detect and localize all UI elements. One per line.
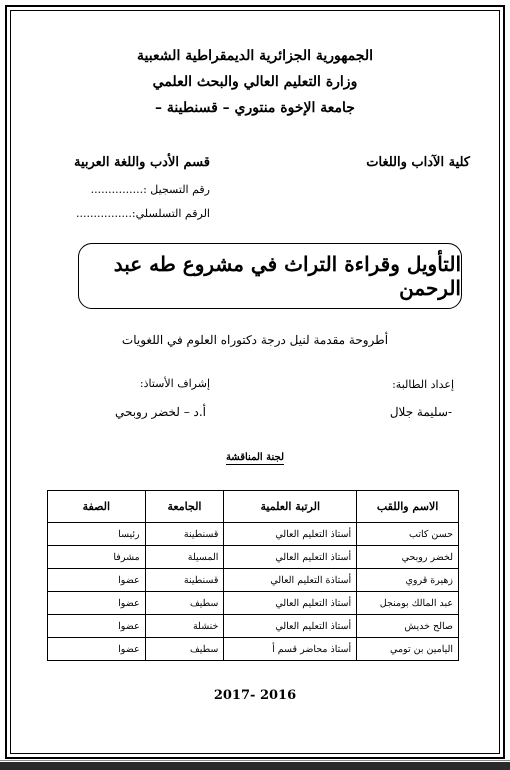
table-row: [48, 615, 459, 638]
academic-year: 2017- 2016: [213, 688, 297, 703]
member-role: مشرفا: [48, 546, 146, 569]
department-name: قسم الأدب واللغة العربية: [73, 155, 210, 170]
member-university: قسنطينة: [145, 569, 224, 592]
member-role: عضوا: [48, 569, 146, 592]
member-role: عضوا: [48, 638, 146, 661]
member-rank: أستاذة التعليم العالي: [224, 569, 357, 592]
table-row: [48, 592, 459, 615]
committee-title-text: لجنة المناقشة: [225, 452, 285, 463]
ministry-heading: وزارة التعليم العالي والبحث العلمي: [152, 74, 358, 90]
jury-header-row: [48, 491, 459, 523]
supervisor-label: إشراف الأستاذ:: [139, 377, 210, 390]
bottom-edge-line: [0, 760, 510, 761]
member-role: رئيسا: [48, 523, 146, 546]
jury-table: [47, 490, 459, 661]
member-rank: أستاذ التعليم العالي: [224, 546, 357, 569]
republic-heading: الجمهورية الجزائرية الديمقراطية الشعبية: [136, 48, 373, 64]
serial-number: الرقم التسلسلي:................: [75, 207, 210, 220]
header-rank: الرتبة العلمية: [224, 491, 357, 523]
bottom-edge-bar: [0, 762, 510, 770]
member-name: زهيرة قروي: [357, 569, 459, 592]
header-university: الجامعة: [145, 491, 224, 523]
member-university: قسنطينة: [145, 523, 224, 546]
thesis-title-box: [78, 243, 462, 309]
member-name: صالح خديش: [357, 615, 459, 638]
member-rank: أستاذ التعليم العالي: [224, 523, 357, 546]
member-university: المسيلة: [145, 546, 224, 569]
prepared-by-label: إعداد الطالبة:: [392, 378, 454, 391]
member-rank: أستاذ التعليم العالي: [224, 615, 357, 638]
university-heading: جامعة الإخوة منتوري – قسنطينة –: [155, 100, 355, 116]
committee-title: [10, 452, 500, 463]
member-name: حسن كاتب: [357, 523, 459, 546]
table-row: [48, 638, 459, 661]
table-row: [48, 569, 459, 592]
thesis-title: التأويل وقراءة التراث في مشروع طه عبد الرحمن: [113, 252, 461, 300]
table-row: [48, 546, 459, 569]
header-name: الاسم واللقب: [357, 491, 459, 523]
registration-number: رقم التسجيل :...............: [90, 183, 210, 196]
member-name: عبد المالك بومنجل: [357, 592, 459, 615]
member-university: سطيف: [145, 592, 224, 615]
thesis-note: أطروحة مقدمة لنيل درجة دكتوراه العلوم في اللغويات: [121, 333, 389, 347]
faculty-name: كلية الآداب واللغات: [366, 155, 470, 170]
member-rank: أستاذ محاضر قسم أ: [224, 638, 357, 661]
supervisor-name: أ.د – لخضر روبحي: [114, 405, 206, 419]
member-university: سطيف: [145, 638, 224, 661]
member-university: خنشلة: [145, 615, 224, 638]
member-role: عضوا: [48, 592, 146, 615]
member-rank: أستاذ التعليم العالي: [224, 592, 357, 615]
member-name: اليامين بن تومي: [357, 638, 459, 661]
header-role: الصفة: [48, 491, 146, 523]
member-name: لخضر روبحي: [357, 546, 459, 569]
member-role: عضوا: [48, 615, 146, 638]
student-name: -سليمة جلال: [389, 405, 452, 419]
table-row: [48, 523, 459, 546]
